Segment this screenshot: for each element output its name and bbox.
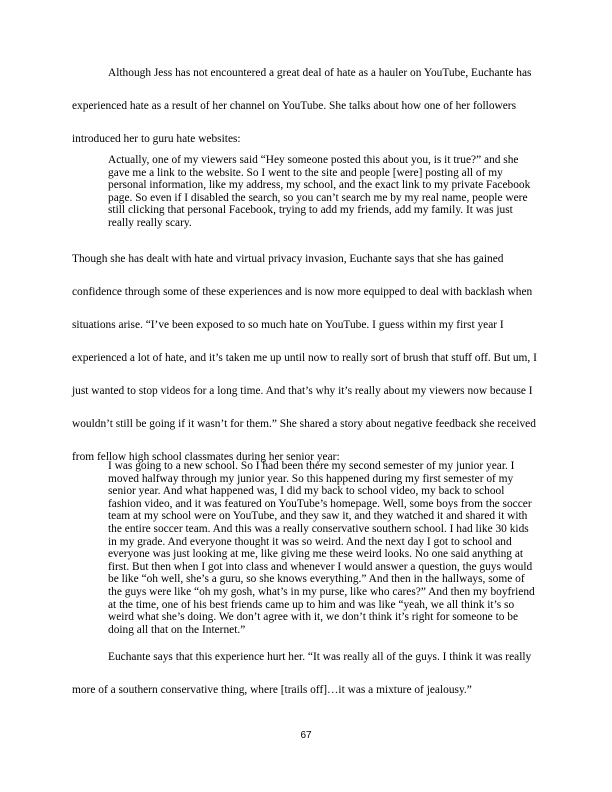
page-number: 67 — [300, 730, 312, 741]
block-quote-school: I was going to a new school. So I had been there my second semester of my junior year. I moved halfway through my junior year. So this happened during my first semester of my senior year. And what happened was, I did my back to school video, my back to school fashion video, and it was featured on YouTube’s homepage. Well, some boys from the soccer team at my school were on YouTube, and they saw it, and they watched it and shared it with the entire soccer team. And this was a really conservative southern school. I had like 30 kids in my grade. And everyone thought it was so weird. And the next day I got to school and everyone was just looking at me, like giving me these weird looks. No one said anything at first. But then when I got into class and whenever I would answer a question, the guys would be like “oh well, she’s a guru, so she knows everything.” And then in the hallways, some of the guys were like “oh my gosh, what’s in my purse, like who cares?” And then my boyfriend at the time, one of his best friends came up to him and was like “yeah, we all think it’s so weird what she’s doing. We don’t agree with it, we don’t think it’s right for someone to be doing all that on the Internet.” — [108, 460, 535, 636]
block-quote-privacy: Actually, one of my viewers said “Hey someone posted this about you, is it true?” and she gave me a link to the website. So I went to the site and people [were] posting all of my personal information, like my address, my school, and the exact link to my private Facebook page. So even if I disabled the search, so you can’t search me by my real name, people were still clicking that personal Facebook, trying to add my friends, add my family. It was just really really scary. — [108, 154, 531, 229]
paragraph-confidence: Though she has dealt with hate and virtual privacy invasion, Euchante says that she has gained confidence through some of these experiences and is now more equipped to deal with backlash when situations arise. “I’ve been exposed to so much hate on YouTube. I guess within my first year I experienced a lot of hate, and it’s taken me up until now to really sort of brush that stuff off. But um, I just wanted to stop videos for a long time. And that’s why it’s really about my viewers now because I wouldn’t still be going if it wasn’t for them.” She shared a story about negative feedback she received from fellow high school classmates during her senior year: — [72, 253, 537, 463]
paragraph-intro: Although Jess has not encountered a great deal of hate as a hauler on YouTube, Euchante has experienced hate as a result of her channel on YouTube. She talks about how one of her followers introduced her to guru hate websites: — [72, 67, 532, 145]
paragraph-hurt: Euchante says that this experience hurt her. “It was really all of the guys. I think it was really more of a southern conservative thing, where [trails off]…it was a mixture of jealousy.” — [72, 651, 532, 696]
